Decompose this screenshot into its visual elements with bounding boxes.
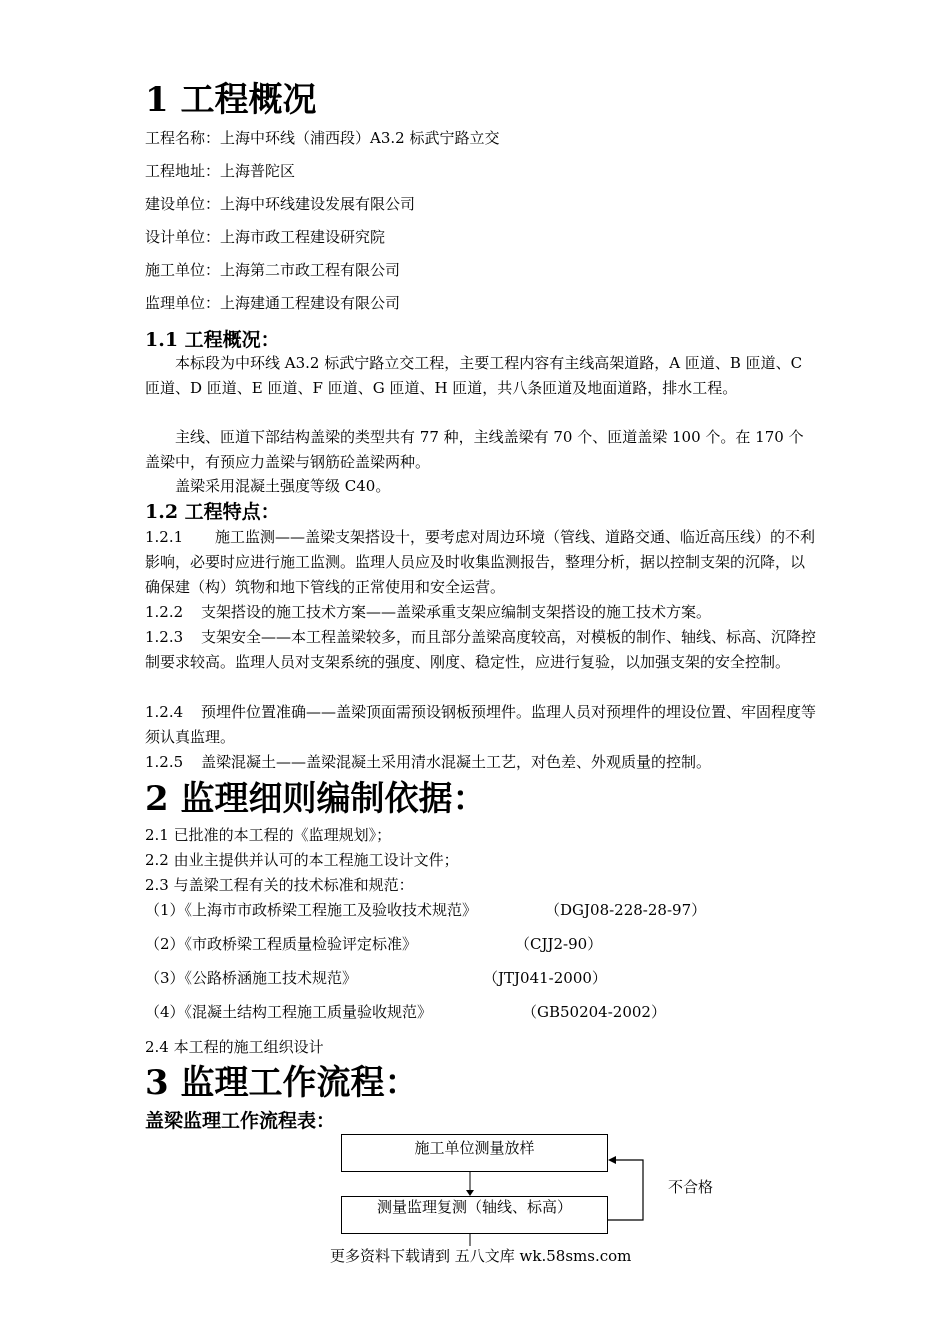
basis-item-2-1: 2.1 已批准的本工程的《监理规划》； [145,826,392,844]
feature-item-text: 盖梁混凝土——盖梁混凝土采用清水混凝土工艺，对色差、外观质量的控制。 [201,753,712,771]
flow-return-arrow-head [608,1156,616,1164]
flow-fail-label: 不合格 [668,1178,714,1196]
info-project-name: 工程名称：上海中环线（浦西段）A3.2 标武宁路立交 [145,129,500,147]
feature-item-text: 支架安全——本工程盖梁较多，而且部分盖梁高度较高，对模板的制作、轴线、标高、沉降控制要求较高。监理人员对支架系统的强度、刚度、稳定性，应进行复验，以加强支架的安全控制。 [145,628,817,671]
info-project-address: 工程地址：上海普陀区 [145,162,296,180]
section-3-title: 3 监理工作流程： [145,1063,419,1103]
basis-item-2-4: 2.4 本工程的施工组织设计 [145,1038,324,1056]
feature-item-number: 1.2.4 [145,703,184,721]
standard-ref-code: （DGJ08-228-28-97） [545,901,707,919]
overview-paragraph-3: 盖梁采用混凝土强度等级 C40。 [175,477,391,495]
feature-item-number: 1.2.2 [145,603,184,621]
standard-ref-name: （3）《公路桥涵施工技术规范》 [145,969,358,987]
overview-paragraph-2: 主线、匝道下部结构盖梁的类型共有 77 种，主线盖梁有 70 个、匝道盖梁 100 个。在 170 个盖梁中，有预应力盖梁与钢筋砼盖梁两种。 [145,428,804,471]
standard-ref-name: （4）《混凝土结构工程施工质量验收规范》 [145,1003,433,1021]
standard-ref-code: （CJJ2-90） [515,935,603,953]
feature-item-number: 1.2.3 [145,628,184,646]
flowchart-title: 盖梁监理工作流程表： [145,1110,336,1132]
basis-item-2-2: 2.2 由业主提供并认可的本工程施工设计文件； [145,851,459,869]
flow-arrow-down-head [466,1190,474,1196]
standard-ref-code: （JTJ041-2000） [483,969,607,987]
overview-paragraph-1: 本标段为中环线 A3.2 标武宁路立交工程，主要工程内容有主线高架道路，A 匝道、B 匝道、C 匝道、D 匝道、E 匝道、F 匝道、G 匝道、H 匝道，共八条匝道及地面道路，排水工程。 [145,354,803,397]
section-2-title: 2 监理细则编制依据： [145,779,487,819]
feature-item-number: 1.2.5 [145,753,184,771]
standard-ref-name: （1）《上海市市政桥梁工程施工及验收技术规范》 [145,901,478,919]
subsection-1-1-title: 1.1 工程概况： [145,329,280,351]
subsection-1-2-title: 1.2 工程特点： [145,501,280,523]
info-owner: 建设单位：上海中环线建设发展有限公司 [145,195,416,213]
basis-item-2-3: 2.3 与盖梁工程有关的技术标准和规范： [145,876,414,894]
feature-item-text: 施工监测——盖梁支架搭设十，要考虑对周边环境（管线、道路交通、临近高压线）的不利影响，必要时应进行施工监测。监理人员应及时收集监测报告，整理分析，据以控制支架的沉降，以确保建（构）筑物和地下管线的正常使用和安全运营。 [145,528,816,596]
feature-item-text: 预埋件位置准确——盖梁顶面需预设钢板预埋件。监理人员对预埋件的埋设位置、牢固程度等须认真监理。 [145,703,817,746]
feature-item-text: 支架搭设的施工技术方案——盖梁承重支架应编制支架搭设的施工技术方案。 [201,603,712,621]
flow-return-loop [608,1160,643,1220]
flow-box-label: 施工单位测量放样 [414,1139,535,1157]
feature-item-number: 1.2.1 [145,528,184,546]
standard-ref-code: （GB50204-2002） [522,1003,666,1021]
flow-box-label: 测量监理复测（轴线、标高） [376,1198,572,1216]
info-contractor: 施工单位：上海第二市政工程有限公司 [145,261,401,279]
standard-ref-name: （2）《市政桥梁工程质量检验评定标准》 [145,935,418,953]
info-supervisor: 监理单位：上海建通工程建设有限公司 [145,294,401,312]
section-1-title: 1 工程概况 [145,80,317,120]
footer-download-note: 更多资料下载请到 五八文库 wk.58sms.com [330,1247,632,1265]
info-designer: 设计单位：上海市政工程建设研究院 [145,228,386,246]
